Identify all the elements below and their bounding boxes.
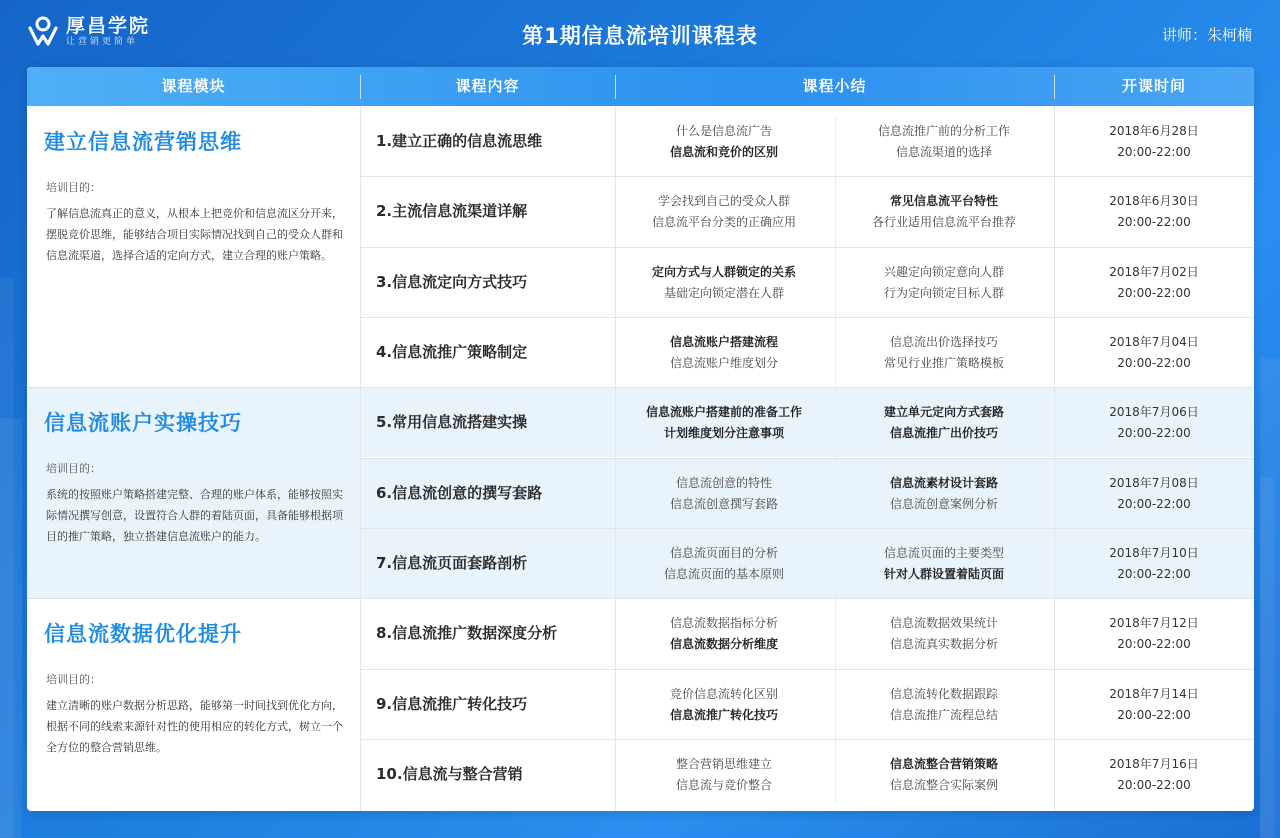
summary-item: 基础定向锁定潜在人群	[663, 286, 784, 300]
summary-item: 信息流创意的特性	[675, 476, 772, 490]
class-date: 2018年7月14日	[1109, 687, 1199, 701]
summary-item: 信息流整合营销策略	[889, 757, 998, 771]
summary-cell	[615, 332, 833, 374]
module-description: 建立清晰的账户数据分析思路，能够第一时间找到优化方向，根据不同的线索来源针对性的使用相应的转化方式，树立一个全方位的整合营销思维。	[46, 699, 343, 754]
module-block	[27, 387, 360, 598]
module-sublabel: 培训目的：	[46, 181, 101, 194]
summary-item: 信息流推广转化技巧	[669, 708, 778, 722]
summary-item: 信息流账户维度划分	[669, 356, 778, 370]
summary-item: 信息流与竞价整合	[675, 778, 772, 792]
summary-cell	[835, 613, 1053, 655]
schedule-time	[1054, 332, 1254, 374]
summary-cell	[835, 473, 1053, 515]
summary-item: 信息流出价选择技巧	[889, 335, 998, 349]
class-hours: 20:00-22:00	[1117, 708, 1191, 722]
module-description: 系统的按照账户策略搭建完整、合理的账户体系，能够按照实际情况撰写创意，设置符合人群的着陆页面，具备能够根据项目的推广策略，独立搭建信息流账户的能力。	[46, 488, 343, 543]
summary-item: 信息流渠道的选择	[895, 145, 992, 159]
schedule-time	[1054, 684, 1254, 726]
class-hours: 20:00-22:00	[1117, 145, 1191, 159]
summary-item: 信息流推广流程总结	[889, 708, 998, 722]
schedule-time	[1054, 543, 1254, 585]
summary-cell	[615, 402, 833, 444]
summary-item: 学会找到自己的受众人群	[657, 194, 790, 208]
table-row	[360, 247, 1254, 317]
module-block	[27, 598, 360, 811]
summary-item: 信息流数据效果统计	[889, 616, 998, 630]
schedule-table	[27, 67, 1254, 811]
schedule-time	[1054, 754, 1254, 796]
summary-item: 信息流账户搭建前的准备工作	[645, 405, 802, 419]
class-hours: 20:00-22:00	[1117, 426, 1191, 440]
header-summary: 课程小结	[802, 77, 867, 95]
summary-cell	[615, 121, 833, 163]
summary-item: 竞价信息流转化区别	[669, 687, 778, 701]
header-module: 课程模块	[161, 77, 226, 95]
summary-cell	[835, 402, 1053, 444]
class-date: 2018年7月02日	[1109, 265, 1199, 279]
summary-item: 各行业适用信息流平台推荐	[871, 215, 1016, 229]
summary-item: 常见行业推广策略模板	[883, 356, 1004, 370]
class-hours: 20:00-22:00	[1117, 356, 1191, 370]
class-date: 2018年7月06日	[1109, 405, 1199, 419]
summary-item: 什么是信息流广告	[675, 124, 772, 138]
class-hours: 20:00-22:00	[1117, 286, 1191, 300]
logo-slogan: 让营销更简单	[66, 36, 139, 47]
summary-cell	[835, 543, 1053, 585]
summary-item: 信息流页面的主要类型	[883, 546, 1004, 560]
table-row	[360, 458, 1254, 528]
summary-cell	[835, 191, 1053, 233]
summary-item: 信息流整合实际案例	[889, 778, 998, 792]
schedule-time	[1054, 262, 1254, 304]
summary-cell	[835, 754, 1053, 796]
class-date: 2018年6月28日	[1109, 124, 1199, 138]
table-header	[27, 67, 1254, 106]
table-row	[360, 387, 1254, 457]
course-content: 10.信息流与整合营销	[376, 765, 523, 783]
course-content: 9.信息流推广转化技巧	[376, 695, 528, 713]
summary-item: 信息流数据指标分析	[669, 616, 778, 630]
course-content: 6.信息流创意的撰写套路	[376, 484, 543, 502]
module-title: 信息流数据优化提升	[44, 622, 242, 646]
class-date: 2018年7月08日	[1109, 476, 1199, 490]
summary-item: 信息流真实数据分析	[889, 637, 998, 651]
course-content: 4.信息流推广策略制定	[376, 343, 528, 361]
module-description: 了解信息流真正的意义，从根本上把竞价和信息流区分开来，摆脱竞价思维，能够结合项目实际情况找到自己的受众人群和信息流渠道，选择合适的定向方式，建立合理的账户策略。	[46, 207, 343, 262]
table-row	[360, 176, 1254, 246]
table-row	[360, 106, 1254, 176]
header-content: 课程内容	[455, 77, 520, 95]
summary-item: 兴趣定向锁定意向人群	[883, 265, 1004, 279]
class-date: 2018年7月12日	[1109, 616, 1199, 630]
summary-item: 常见信息流平台特性	[889, 194, 998, 208]
summary-cell	[615, 262, 833, 304]
summary-item: 行为定向锁定目标人群	[883, 286, 1004, 300]
summary-cell	[835, 684, 1053, 726]
class-date: 2018年7月04日	[1109, 335, 1199, 349]
summary-item: 信息流数据分析维度	[669, 637, 778, 651]
summary-cell	[615, 613, 833, 655]
course-content: 1.建立正确的信息流思维	[376, 132, 543, 150]
summary-item: 建立单元定向方式套路	[883, 405, 1004, 419]
course-content: 2.主流信息流渠道详解	[376, 202, 528, 220]
class-hours: 20:00-22:00	[1117, 637, 1191, 651]
summary-item: 信息流页面目的分析	[669, 546, 778, 560]
summary-cell	[835, 121, 1053, 163]
module-sublabel: 培训目的：	[46, 673, 101, 686]
summary-item: 信息流推广出价技巧	[889, 426, 998, 440]
summary-item: 信息流转化数据跟踪	[889, 687, 998, 701]
schedule-time	[1054, 121, 1254, 163]
module-title: 建立信息流营销思维	[44, 130, 242, 154]
schedule-time	[1054, 613, 1254, 655]
summary-cell	[615, 543, 833, 585]
class-date: 2018年6月30日	[1109, 194, 1199, 208]
course-content: 8.信息流推广数据深度分析	[376, 624, 558, 642]
class-hours: 20:00-22:00	[1117, 497, 1191, 511]
summary-item: 定向方式与人群锁定的关系	[651, 265, 796, 279]
class-hours: 20:00-22:00	[1117, 215, 1191, 229]
summary-item: 信息流账户搭建流程	[669, 335, 778, 349]
summary-cell	[615, 473, 833, 515]
schedule-time	[1054, 473, 1254, 515]
class-hours: 20:00-22:00	[1117, 567, 1191, 581]
page-title: 第1期信息流培训课程表	[522, 24, 758, 48]
summary-cell	[615, 754, 833, 796]
summary-item: 信息流创意撰写套路	[669, 497, 778, 511]
table-row	[360, 669, 1254, 739]
summary-cell	[615, 191, 833, 233]
schedule-time	[1054, 191, 1254, 233]
class-hours: 20:00-22:00	[1117, 778, 1191, 792]
schedule-time	[1054, 402, 1254, 444]
summary-item: 信息流和竞价的区别	[669, 145, 778, 159]
summary-item: 信息流推广前的分析工作	[877, 124, 1010, 138]
summary-item: 信息流创意案例分析	[889, 497, 998, 511]
summary-item: 整合营销思维建立	[675, 757, 772, 771]
summary-cell	[615, 684, 833, 726]
lecturer-label: 讲师：朱柯楠	[1161, 26, 1252, 44]
table-row	[360, 317, 1254, 387]
class-date: 2018年7月16日	[1109, 757, 1199, 771]
summary-item: 计划维度划分注意事项	[663, 426, 784, 440]
module-title: 信息流账户实操技巧	[44, 411, 242, 435]
course-content: 3.信息流定向方式技巧	[376, 273, 528, 291]
header	[0, 0, 1280, 66]
table-row	[360, 739, 1254, 809]
summary-item: 信息流平台分类的正确应用	[651, 215, 796, 229]
course-content: 5.常用信息流搭建实操	[376, 413, 528, 431]
summary-item: 信息流素材设计套路	[889, 476, 998, 490]
summary-item: 针对人群设置着陆页面	[883, 567, 1004, 581]
logo-name: 厚昌学院	[66, 14, 151, 37]
module-block	[27, 106, 360, 387]
summary-cell	[835, 262, 1053, 304]
module-sublabel: 培训目的：	[46, 462, 101, 475]
header-time: 开课时间	[1121, 77, 1186, 95]
class-date: 2018年7月10日	[1109, 546, 1199, 560]
course-content: 7.信息流页面套路剖析	[376, 554, 528, 572]
table-row	[360, 598, 1254, 668]
table-row	[360, 528, 1254, 598]
summary-cell	[835, 332, 1053, 374]
summary-item: 信息流页面的基本原则	[663, 567, 784, 581]
